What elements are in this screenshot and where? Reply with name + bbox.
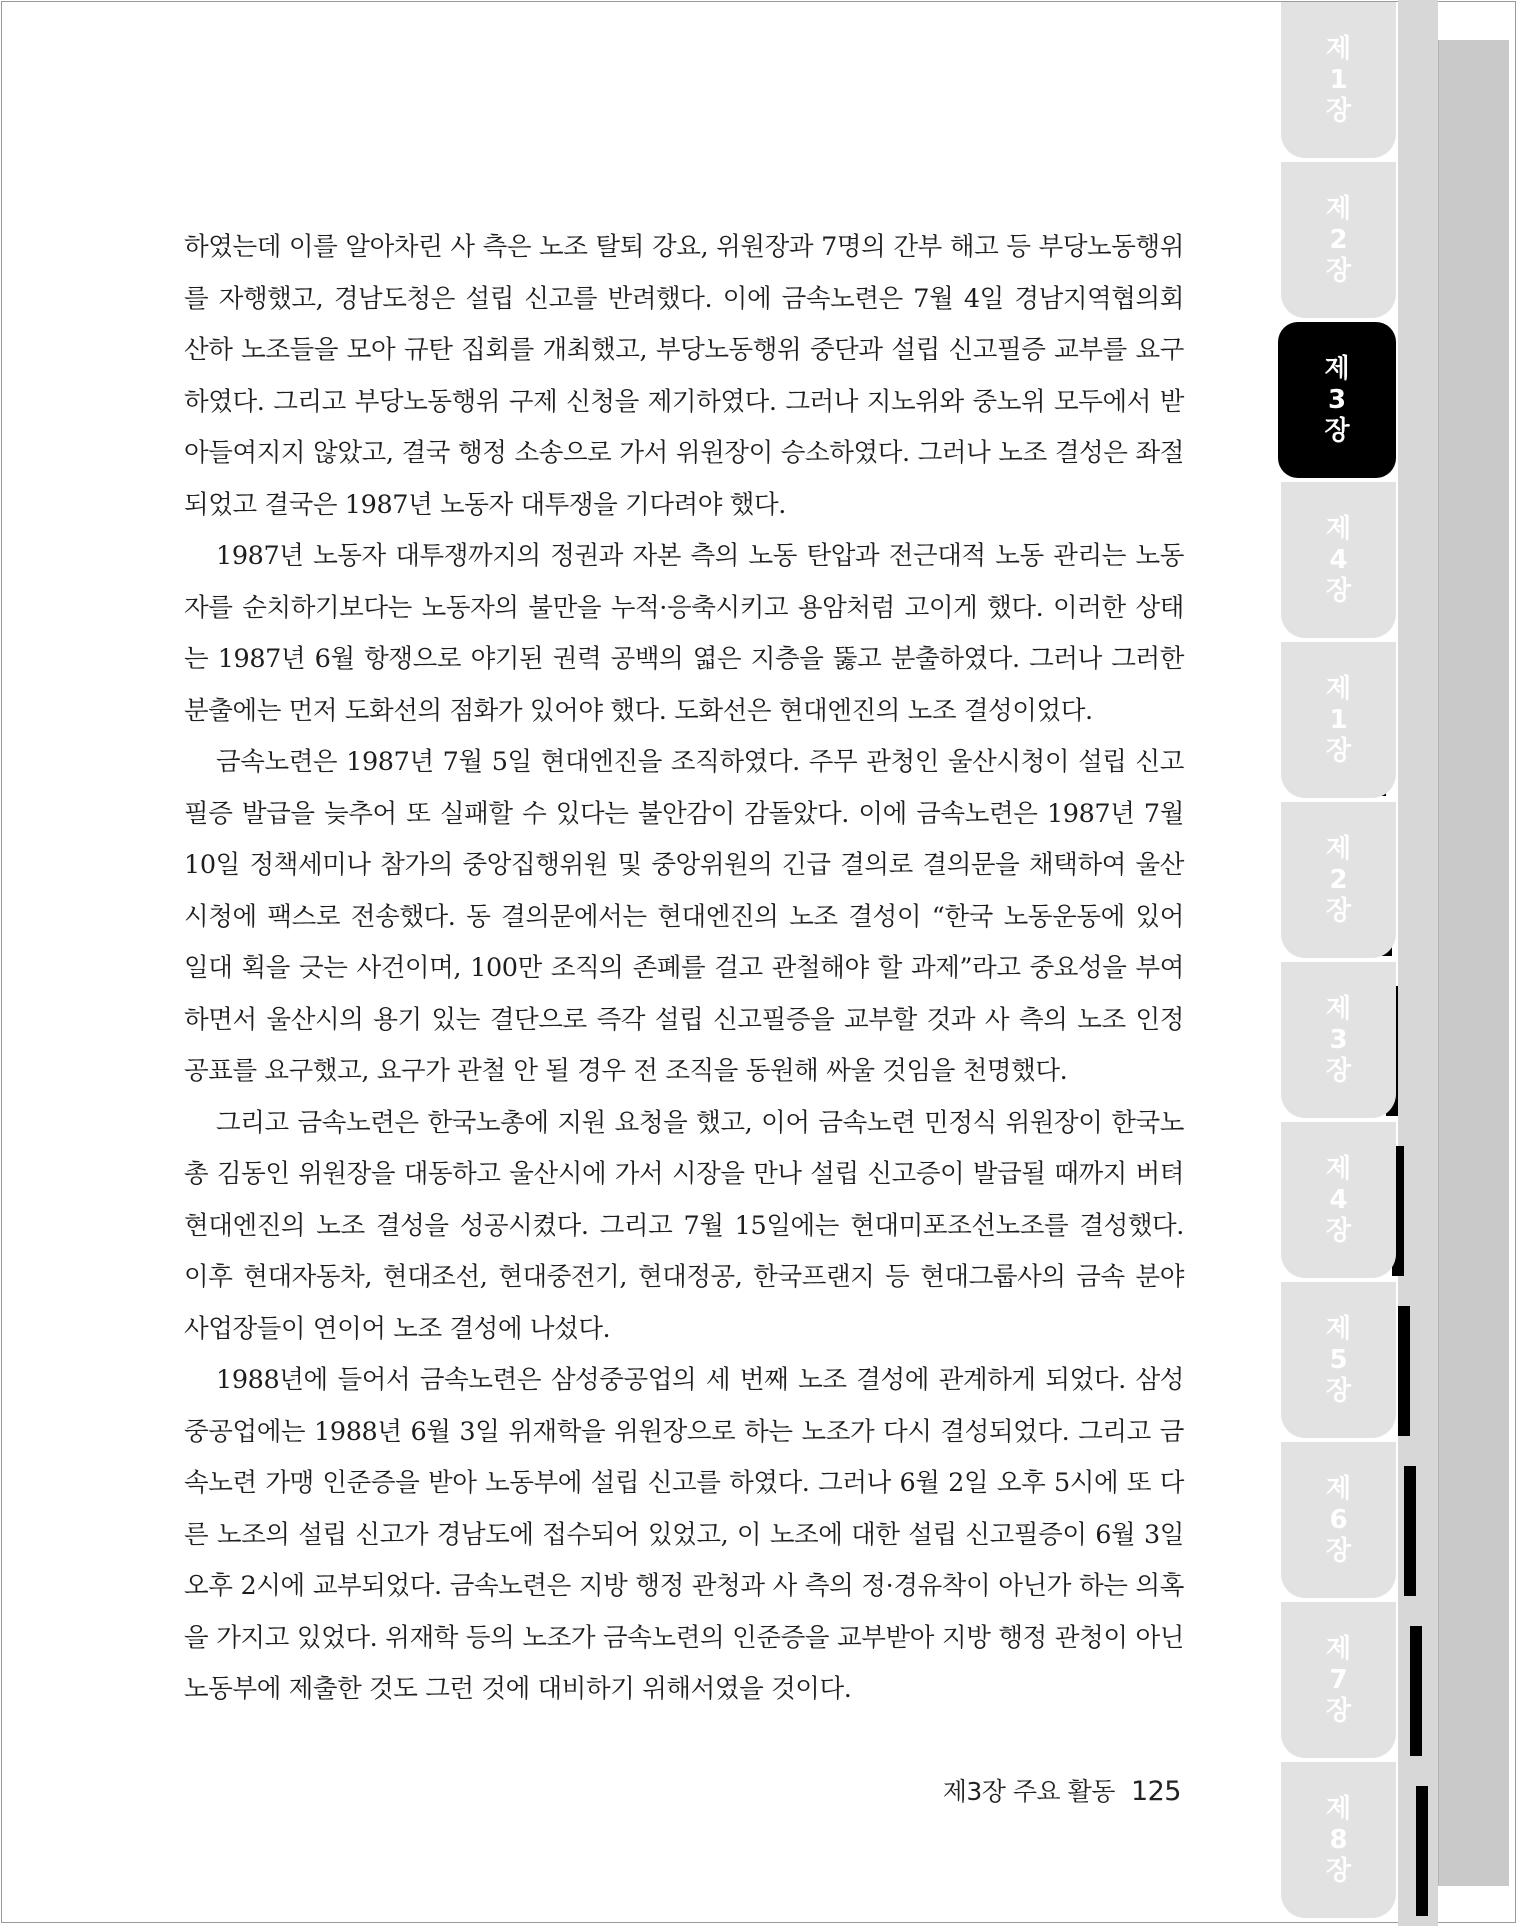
tab-label-10c: 장 (1325, 1535, 1352, 1566)
tab-label-4b: 4 (1329, 544, 1348, 575)
footer-chapter-label: 제3장 주요 활동 (942, 1777, 1115, 1806)
chapter-tabs (1281, 0, 1396, 1926)
tab-label-7c: 장 (1325, 1055, 1352, 1086)
tab-label-8c: 장 (1325, 1215, 1352, 1246)
edge-marker (1398, 1306, 1410, 1436)
tab-label-6b: 2 (1329, 864, 1348, 895)
page-number: 125 (1130, 1776, 1181, 1807)
tab-label-9b: 5 (1329, 1344, 1348, 1375)
tab-label-4c: 장 (1325, 575, 1352, 606)
tab-label-12a: 제 (1325, 1793, 1352, 1824)
tab-part2-chapter-3[interactable] (1281, 962, 1396, 1118)
tab-part2-chapter-2[interactable] (1281, 802, 1396, 958)
tab-label-5c: 장 (1325, 735, 1352, 766)
tab-label-3b: 3 (1327, 384, 1347, 415)
tab-label-6a: 제 (1325, 833, 1352, 864)
page-footer (943, 1772, 1181, 1808)
tab-part2-chapter-6[interactable] (1281, 1442, 1396, 1598)
tab-label-9a: 제 (1325, 1313, 1352, 1344)
tab-label-3a: 제 (1324, 353, 1350, 384)
tab-label-1c: 장 (1325, 95, 1352, 126)
tab-part2-chapter-1[interactable] (1281, 642, 1396, 798)
tab-label-7a: 제 (1325, 993, 1352, 1024)
tab-label-1b: 1 (1329, 64, 1348, 95)
tab-chapter-4[interactable] (1281, 482, 1396, 638)
tab-label-2a: 제 (1325, 193, 1352, 224)
tab-chapter-2[interactable] (1281, 162, 1396, 318)
tab-label-7b: 3 (1329, 1024, 1348, 1055)
paragraph-1: 하였는데 이를 알아차린 사 측은 노조 탈퇴 강요, 위원장과 7명의 간부 해고 등 부당노동행위를 자행했고, 경남도청은 설립 신고를 반려했다. 이에 금속노련은 7월 4일 경남지역협의회 산하 노조들을 모아 규탄 집회를 개최했고, 부당노동행위 중단과 설립 신고필증 교부를 요구하였다. 그리고 부당노동행위 구제 신청을 제기하였다. 그러나 지노위와 중노위 모두에서 받아들여지지 않았고, 결국 행정 소송으로 가서 위원장이 승소하였다. 그러나 노조 결성은 좌절되었고 결국은 1987년 노동자 대투쟁을 기다려야 했다. (184, 232, 1184, 520)
tab-label-8b: 4 (1329, 1184, 1348, 1215)
tab-label-10b: 6 (1329, 1504, 1348, 1535)
tab-part2-chapter-7[interactable] (1281, 1602, 1396, 1758)
edge-marker (1416, 1786, 1428, 1916)
tab-label-2c: 장 (1325, 255, 1352, 286)
tab-label-11c: 장 (1325, 1695, 1352, 1726)
tab-label-12c: 장 (1325, 1855, 1352, 1886)
edge-marker (1410, 1626, 1422, 1756)
body-text (184, 222, 1184, 1716)
paragraph-5: 1988년에 들어서 금속노련은 삼성중공업의 세 번째 노조 결성에 관계하게 되었다. 삼성중공업에는 1988년 6월 3일 위재학을 위원장으로 하는 노조가 다시 결성되었다. 그리고 금속노련 가맹 인준증을 받아 노동부에 설립 신고를 하였다. 그러나 6월 2일 오후 5시에 또 다른 노조의 설립 신고가 경남도에 접수되어 있었고, 이 노조에 대한 설립 신고필증이 6월 3일 오후 2시에 교부되었다. 금속노련은 지방 행정 관청과 사 측의 정·경유착이 아닌가 하는 의혹을 가지고 있었다. 위재학 등의 노조가 금속노련의 인준증을 교부받아 지방 행정 관청이 아닌 노동부에 제출한 것도 그런 것에 대비하기 위해서였을 것이다. (184, 1365, 1184, 1704)
tab-label-3c: 장 (1324, 415, 1350, 446)
tab-label-11b: 7 (1329, 1664, 1348, 1695)
tab-label-6c: 장 (1325, 895, 1352, 926)
tab-label-8a: 제 (1325, 1153, 1352, 1184)
tab-label-11a: 제 (1325, 1633, 1352, 1664)
tab-label-4a: 제 (1325, 513, 1352, 544)
tab-label-1a: 제 (1325, 33, 1352, 64)
paragraph-2: 1987년 노동자 대투쟁까지의 정권과 자본 측의 노동 탄압과 전근대적 노동 관리는 노동자를 순치하기보다는 노동자의 불만을 누적·응축시키고 용암처럼 고이게 했다. 이러한 상태는 1987년 6월 항쟁으로 야기된 권력 공백의 엷은 지층을 뚫고 분출하였다. 그러나 그러한 분출에는 먼저 도화선의 점화가 있어야 했다. 도화선은 현대엔진의 노조 결성이었다. (184, 541, 1184, 726)
tab-chapter-1[interactable] (1281, 2, 1396, 158)
paragraph-4: 그리고 금속노련은 한국노총에 지원 요청을 했고, 이어 금속노련 민정식 위원장이 한국노총 김동인 위원장을 대동하고 울산시에 가서 시장을 만나 설립 신고증이 발급될 때까지 버텨 현대엔진의 노조 결성을 성공시켰다. 그리고 7월 15일에는 현대미포조선노조를 결성했다. 이후 현대자동차, 현대조선, 현대중전기, 현대정공, 한국프랜지 등 현대그룹사의 금속 분야 사업장들이 연이어 노조 결성에 나섰다. (184, 1107, 1184, 1344)
tab-label-9c: 장 (1325, 1375, 1352, 1406)
edge-marker (1404, 1466, 1416, 1596)
tab-label-5b: 1 (1329, 704, 1348, 735)
tab-label-12b: 8 (1329, 1824, 1348, 1855)
tab-label-5a: 제 (1325, 673, 1352, 704)
tab-part2-chapter-5[interactable] (1281, 1282, 1396, 1438)
tab-part2-chapter-4[interactable] (1281, 1122, 1396, 1278)
tab-part2-chapter-8[interactable] (1281, 1762, 1396, 1918)
tab-label-2b: 2 (1329, 224, 1348, 255)
tab-chapter-3-active[interactable] (1278, 322, 1396, 478)
tab-label-10a: 제 (1325, 1473, 1352, 1504)
paragraph-3: 금속노련은 1987년 7월 5일 현대엔진을 조직하였다. 주무 관청인 울산시청이 설립 신고필증 발급을 늦추어 또 실패할 수 있다는 불안감이 감돌았다. 이에 금속노련은 1987년 7월 10일 정책세미나 참가의 중앙집행위원 및 중앙위원의 긴급 결의로 결의문을 채택하여 울산시청에 팩스로 전송했다. 동 결의문에서는 현대엔진의 노조 결성이 “한국 노동운동에 있어 일대 획을 긋는 사건이며, 100만 조직의 존폐를 걸고 관철해야 할 과제”라고 중요성을 부여하면서 울산시의 용기 있는 결단으로 즉각 설립 신고필증을 교부할 것과 사 측의 노조 인정 공표를 요구했고, 요구가 관철 안 될 경우 전 조직을 동원해 싸울 것임을 천명했다. (184, 747, 1184, 1086)
